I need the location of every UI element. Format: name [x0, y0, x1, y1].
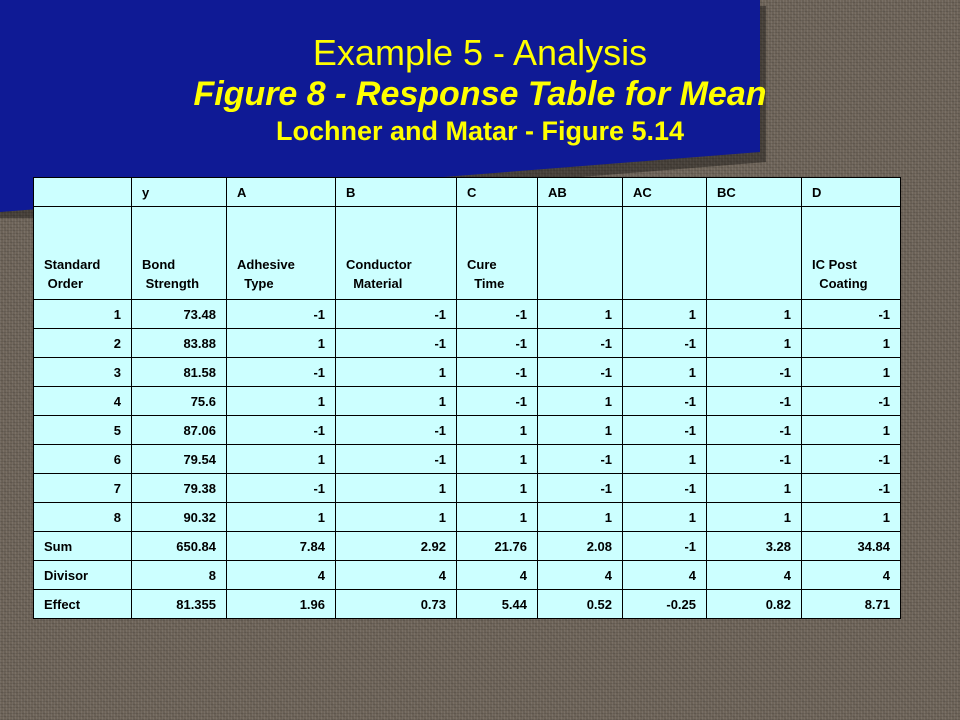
summary-cell-y: 650.84 [132, 532, 227, 561]
descriptor-cell-d [802, 207, 901, 300]
table-cell-bc: 1 [707, 329, 802, 358]
table-row [34, 416, 901, 445]
descriptor-line: Adhesive [237, 257, 295, 272]
run-number-cell: 4 [34, 387, 132, 416]
run-number-cell: 1 [34, 300, 132, 329]
table-cell-y: 81.58 [132, 358, 227, 387]
summary-cell-ab: 4 [538, 561, 623, 590]
table-cell-c: -1 [457, 358, 538, 387]
summary-cell-ac: 4 [623, 561, 707, 590]
descriptor-cell-a [227, 207, 336, 300]
descriptor-line: Type [237, 276, 274, 291]
run-number-cell: 7 [34, 474, 132, 503]
descriptor-line: Coating [812, 276, 868, 291]
summary-cell-c: 4 [457, 561, 538, 590]
response-table-container [33, 177, 901, 619]
table-cell-ac: -1 [623, 416, 707, 445]
table-cell-bc: -1 [707, 416, 802, 445]
descriptor-line: IC Post [812, 257, 857, 272]
table-cell-bc: 1 [707, 474, 802, 503]
table-cell-ab: 1 [538, 503, 623, 532]
table-cell-bc: -1 [707, 358, 802, 387]
descriptor-cell-y [132, 207, 227, 300]
descriptor-line: Time [467, 276, 505, 291]
table-cell-ab: -1 [538, 445, 623, 474]
table-cell-a: 1 [227, 445, 336, 474]
descriptor-line: Standard [44, 257, 101, 272]
table-cell-y: 75.6 [132, 387, 227, 416]
table-cell-bc: -1 [707, 445, 802, 474]
descriptor-line: Bond [142, 257, 176, 272]
descriptor-cell-b [336, 207, 457, 300]
table-cell-y: 79.54 [132, 445, 227, 474]
summary-cell-bc: 3.28 [707, 532, 802, 561]
table-cell-ab: -1 [538, 358, 623, 387]
table-cell-bc: 1 [707, 300, 802, 329]
table-row [34, 358, 901, 387]
descriptor-cell-c [457, 207, 538, 300]
table-row [34, 387, 901, 416]
table-cell-b: -1 [336, 445, 457, 474]
summary-cell-a: 7.84 [227, 532, 336, 561]
table-row [34, 329, 901, 358]
descriptor-line: Conductor [346, 257, 412, 272]
table-cell-c: 1 [457, 416, 538, 445]
summary-cell-b: 2.92 [336, 532, 457, 561]
table-cell-a: -1 [227, 474, 336, 503]
summary-cell-a: 4 [227, 561, 336, 590]
descriptor-cell-ab [538, 207, 623, 300]
summary-row [34, 590, 901, 619]
table-cell-a: -1 [227, 300, 336, 329]
response-table [33, 177, 901, 619]
table-header-row [34, 178, 901, 207]
table-cell-y: 83.88 [132, 329, 227, 358]
run-number-cell: 8 [34, 503, 132, 532]
table-cell-d: -1 [802, 474, 901, 503]
table-cell-d: 1 [802, 416, 901, 445]
table-cell-bc: 1 [707, 503, 802, 532]
slide-reference: Lochner and Matar - Figure 5.14 [275, 116, 685, 146]
table-cell-b: -1 [336, 416, 457, 445]
summary-row [34, 561, 901, 590]
column-header-row-label [34, 178, 132, 207]
table-row [34, 300, 901, 329]
summary-cell-y: 81.355 [132, 590, 227, 619]
table-cell-c: -1 [457, 387, 538, 416]
descriptor-line: Strength [142, 276, 200, 291]
summary-row [34, 532, 901, 561]
table-cell-a: 1 [227, 503, 336, 532]
table-cell-ac: -1 [623, 474, 707, 503]
table-cell-ab: 1 [538, 416, 623, 445]
summary-label-cell: Effect [34, 590, 132, 619]
table-cell-b: -1 [336, 329, 457, 358]
table-cell-y: 73.48 [132, 300, 227, 329]
run-number-cell: 3 [34, 358, 132, 387]
descriptor-line: Order [44, 276, 84, 291]
column-header-a: A [227, 178, 336, 207]
table-cell-ab: 1 [538, 300, 623, 329]
table-cell-ab: 1 [538, 387, 623, 416]
summary-cell-ab: 0.52 [538, 590, 623, 619]
table-cell-b: 1 [336, 387, 457, 416]
descriptor-cell-bc [707, 207, 802, 300]
table-cell-c: -1 [457, 300, 538, 329]
table-cell-bc: -1 [707, 387, 802, 416]
table-cell-b: 1 [336, 503, 457, 532]
column-header-y: y [132, 178, 227, 207]
table-cell-ac: 1 [623, 445, 707, 474]
summary-cell-b: 4 [336, 561, 457, 590]
summary-cell-b: 0.73 [336, 590, 457, 619]
table-descriptor-row [34, 207, 901, 300]
summary-cell-ac: -1 [623, 532, 707, 561]
table-cell-y: 90.32 [132, 503, 227, 532]
table-cell-c: 1 [457, 474, 538, 503]
column-header-ab: AB [538, 178, 623, 207]
slide-subtitle: Figure 8 - Response Table for Mean [193, 75, 767, 113]
column-header-b: B [336, 178, 457, 207]
column-header-bc: BC [707, 178, 802, 207]
table-row [34, 445, 901, 474]
table-cell-a: -1 [227, 358, 336, 387]
summary-label-cell: Sum [34, 532, 132, 561]
table-cell-y: 79.38 [132, 474, 227, 503]
table-cell-ac: -1 [623, 329, 707, 358]
summary-cell-c: 5.44 [457, 590, 538, 619]
table-cell-d: 1 [802, 503, 901, 532]
table-cell-ab: -1 [538, 329, 623, 358]
table-cell-y: 87.06 [132, 416, 227, 445]
table-cell-d: 1 [802, 329, 901, 358]
table-cell-d: -1 [802, 445, 901, 474]
column-header-d: D [802, 178, 901, 207]
descriptor-cell-ac [623, 207, 707, 300]
table-cell-c: -1 [457, 329, 538, 358]
run-number-cell: 5 [34, 416, 132, 445]
summary-cell-d: 8.71 [802, 590, 901, 619]
summary-cell-ab: 2.08 [538, 532, 623, 561]
run-number-cell: 6 [34, 445, 132, 474]
summary-cell-bc: 4 [707, 561, 802, 590]
table-cell-c: 1 [457, 445, 538, 474]
column-header-c: C [457, 178, 538, 207]
table-cell-a: 1 [227, 329, 336, 358]
table-cell-ac: -1 [623, 387, 707, 416]
slide-title: Example 5 - Analysis [312, 32, 648, 73]
summary-cell-bc: 0.82 [707, 590, 802, 619]
table-row [34, 503, 901, 532]
table-cell-d: -1 [802, 300, 901, 329]
summary-cell-d: 4 [802, 561, 901, 590]
table-cell-ac: 1 [623, 503, 707, 532]
table-cell-d: -1 [802, 387, 901, 416]
table-cell-b: -1 [336, 300, 457, 329]
table-cell-d: 1 [802, 358, 901, 387]
column-header-ac: AC [623, 178, 707, 207]
run-number-cell: 2 [34, 329, 132, 358]
table-cell-b: 1 [336, 358, 457, 387]
descriptor-line: Cure [467, 257, 497, 272]
summary-cell-c: 21.76 [457, 532, 538, 561]
title-block [0, 32, 960, 148]
summary-cell-ac: -0.25 [623, 590, 707, 619]
table-cell-a: -1 [227, 416, 336, 445]
table-cell-ac: 1 [623, 358, 707, 387]
summary-cell-d: 34.84 [802, 532, 901, 561]
summary-cell-y: 8 [132, 561, 227, 590]
table-cell-c: 1 [457, 503, 538, 532]
descriptor-cell-row-label [34, 207, 132, 300]
summary-cell-a: 1.96 [227, 590, 336, 619]
table-row [34, 474, 901, 503]
table-cell-ab: -1 [538, 474, 623, 503]
descriptor-line: Material [346, 276, 403, 291]
summary-label-cell: Divisor [34, 561, 132, 590]
table-cell-a: 1 [227, 387, 336, 416]
table-cell-ac: 1 [623, 300, 707, 329]
table-cell-b: 1 [336, 474, 457, 503]
